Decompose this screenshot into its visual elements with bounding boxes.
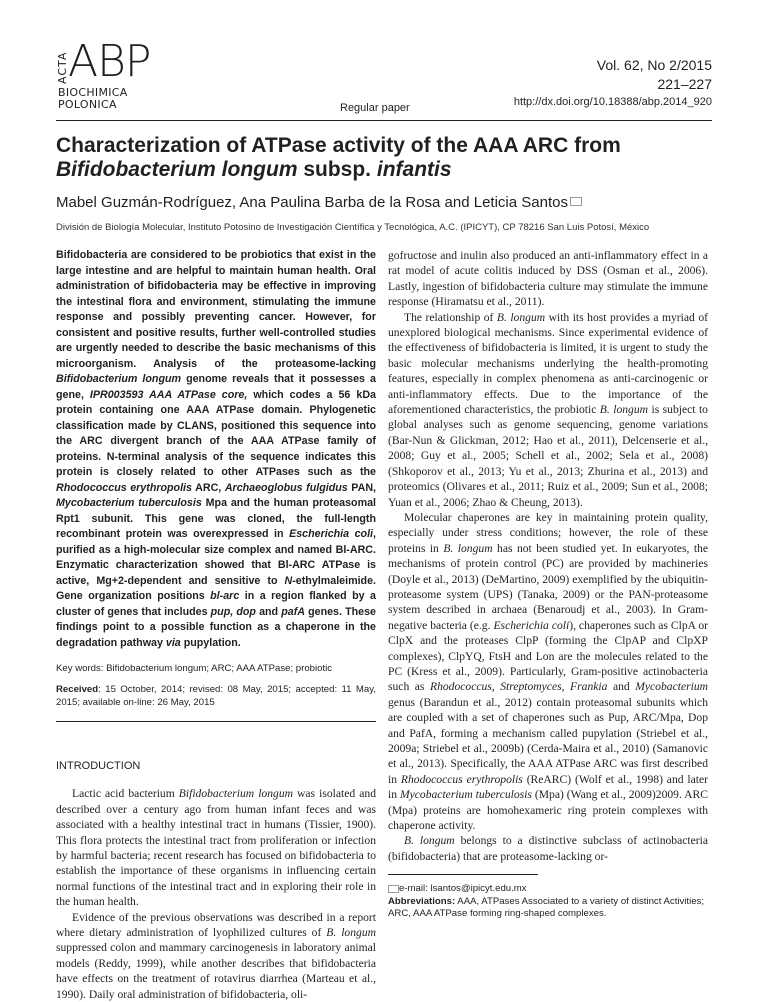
corresponding-email[interactable]: e-mail: lsantos@ipicyt.edu.mx — [399, 883, 527, 895]
left-column — [56, 248, 376, 1002]
journal-logo — [56, 36, 196, 124]
paper-title: Characterization of ATPase activity of the AAA ARC from Bifidobacterium longum subsp. infantis — [56, 134, 621, 181]
journal-info — [514, 56, 712, 110]
logo-acta: ACTA — [56, 51, 69, 84]
received-dates: Received: 15 October, 2014; revised: 08 May, 2015; accepted: 11 May, 2015; available on-line: 26 May, 2015 — [56, 684, 376, 708]
intro-paragraph-1: Lactic acid bacterium Bifidobacterium longum was isolated and described over a century ago from human infant feces and was associated with a healthy intestinal tract in humans (Tissier, 1900). This flora protects the intestinal tract from proliferation or infection by harmful bacteria; recent research has focused on bifidobacteria to establish the importance of these organisms in influencing certain normal functions of the intestinal tract and in exploring their role in the human health. — [56, 787, 376, 909]
section-heading-introduction: INTRODUCTION — [56, 760, 141, 772]
body-paragraph-4: B. longum belongs to a distinctive subclass of actinobacteria (bifidobacteria) that are proteasome-lacking or- — [388, 834, 708, 863]
affiliation: División de Biología Molecular, Instituto Potosino de Investigación Científica y Tecnológica, A.C. (IPICYT), CP 78216 San Luis Potosí, México — [56, 222, 650, 233]
envelope-icon — [570, 197, 582, 206]
header-divider — [56, 120, 712, 121]
journal-pages: 221–227 — [657, 76, 712, 92]
footnote-divider — [388, 874, 538, 875]
authors: Mabel Guzmán-Rodríguez, Ana Paulina Barba de la Rosa and Leticia Santos — [56, 194, 582, 211]
abstract: Bifidobacteria are considered to be probiotics that exist in the large intestine and are helpful to maintain human health. Oral administration of bifidobacteria may be effective in improving the intestinal flora and environment, stimulating the immune response and possibly preventing cancer. However, for consistent and positive results, further well-controlled studies are urgently needed to describe the basic mechanisms of this microorganism. Analysis of the proteasome-lacking Bifidobacterium longum genome reveals that it possesses a gene, IPR003593 AAA ATPase core, which codes a 56 kDa protein containing one AAA ATPase domain. Phylogenetic classification made by CLANS, positioned this sequence into the ARC divergent branch of the AAA ATPase family of proteins. N-terminal analysis of the sequence indicates this protein is closely related to other ATPases such as the Rhodococcus erythropolis ARC, Archaeoglobus fulgidus PAN, Mycobacterium tuberculosis Mpa and the human proteasomal Rpt1 subunit. This gene was cloned, the full-length recombinant protein was overexpressed in Escherichia coli, purified as a high-molecular size complex and named Bl-ARC. Enzymatic characterization showed that Bl-ARC ATPase is active, Mg+2-dependent and sensitive to N-ethylmaleimide. Gene organization positions bl-arc in a region flanked by a cluster of genes that includes pup, dop and pafA genes. These findings point to a possible function as a chaperone in the degradation pathway via pupylation. — [56, 249, 377, 649]
logo-abp: ABP — [68, 36, 151, 87]
logo-subtitle: BIOCHIMICA POLONICA — [58, 86, 128, 111]
doi-link[interactable]: http://dx.doi.org/10.18388/abp.2014_920 — [513, 96, 712, 108]
footnote: e-mail: lsantos@ipicyt.edu.mx Abbreviations: AAA, ATPases Associated to a variety of distinct Activities; ARC, AAA ATPase forming ring-shaped complexes. — [388, 883, 705, 920]
right-column — [388, 248, 708, 921]
abstract-divider — [56, 721, 376, 722]
envelope-icon — [388, 885, 399, 893]
body-paragraph-3: Molecular chaperones are key in maintaining protein quality, especially under stress conditions; however, the role of these proteins in B. longum has not been studied yet. In eukaryotes, the mechanisms of protein control (PC) are provided by machineries (Doyle et al., 2013) (DeMartino, 2009) exemplified by the ubiquitin-proteasome system (UPS) (Tanaka, 2009) or the PAN-proteasome system described in archaea (Benaroudj et al., 2003). In Gram-negative bacteria (e.g. Escherichia coli), chaperones such as ClpA or ClpX and the proteases ClpP (forming the ClpAP and ClpXP complexes), ClpYQ, FtsH and Lon are the molecules related to the PC (Kress et al., 2009). Particularly, Gram-positive actinobacteria such as Rhodococcus, Streptomyces, Frankia and Mycobacterium genus (Barandun et al., 2012) contain proteasomal subunits which are coupled with a set of chaperones such as Pup, ARC/Mpa, Dop and PafA, forming a mechanism called pupylation (Striebel et al., 2009a; Striebel et al., 2009b) (Cerda-Maira et al., 2010) (Samanovic et al., 2013). Specifically, the AAA ATPase ARC was first described in Rhodococcus erythropolis (ReARC) (Wolf et al., 1998) and later in Mycobacterium tuberculosis (Mpa) (Wang et al., 2009)2009. ARC (Mpa) proteins are homohexameric ring protein complexes with chaperone activity. — [388, 510, 709, 833]
body-paragraph-1: gofructose and inulin also produced an anti-inflammatory effect in a rat model of acute colitis induced by DSS (Osman et al., 2006). Lastly, ingestion of bifidobacteria culture may stimulate the immune response (Hiramatsu et al., 2011). — [388, 249, 708, 309]
body-paragraph-2: The relationship of B. longum with its host provides a myriad of unexplored biological mechanisms. Since experimental evidence of the effectiveness of bifidobacteria is limited, it is urgent to study the basic molecular mechanisms underlying the health-promoting features, especially in complex phenomena as anti-carcinogenic or anti-inflammatory effects. Due to the importance of the aforementioned characteristics, the probiotic B. longum is subject to global analyses such as genome sequencing, genome variations (Bar-Nun & Glickman, 2012; Hao et al., 2011), Delcenserie et al., 2008; Guy et al., 2005; Schell et al., 2002; Sela et al., 2008) (Shkoporov et al., 2013; Yu et al., 2013; Zhurina et al., 2013) and proteomics (Olivares et al., 2011; Ruiz et al., 2009; Sun et al., 2008; Yuan et al., 2006; Zhao & Cheung, 2013). — [388, 310, 708, 509]
journal-volume: Vol. 62, No 2/2015 — [596, 57, 712, 73]
keywords: Key words: Bifidobacterium longum; ARC; AAA ATPase; probiotic — [56, 663, 333, 674]
intro-paragraph-2: Evidence of the previous observations was described in a report where dietary administration of lyophilized cultures of B. longum suppressed colon and mammary carcinogenesis in laboratory animal models (Reddy, 1999), while another describes that bifidobacteria have effects on the treatment of rotavirus diarrhea (Marteau et al., 1990). Daily oral administration of bifidobacteria, oli- — [56, 910, 376, 1001]
paper-type: Regular paper — [340, 102, 410, 114]
